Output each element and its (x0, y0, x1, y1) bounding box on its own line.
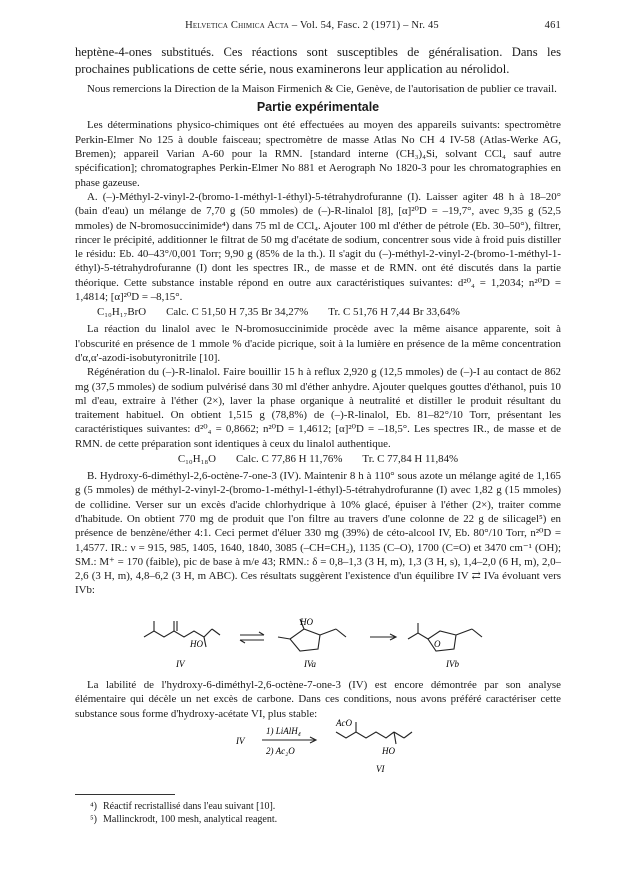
footnote (75, 813, 561, 826)
volume-info: – Vol. 54, Fasc. 2 (1971) – Nr. 45 (289, 20, 439, 31)
ho-label-iva: HO (300, 617, 313, 627)
calc-1: Calc. C 51,50 H 7,35 Br 34,27% (166, 306, 309, 319)
aco-label: AcO (336, 718, 352, 728)
step-2-label: 2) Ac₂O (266, 746, 295, 756)
found-2: Tr. C 77,84 H 11,84% (362, 453, 459, 466)
ho-label-vi: HO (382, 746, 395, 756)
label-iv: IV (176, 659, 185, 669)
ho-label-iv: HO (190, 639, 203, 649)
lability-paragraph: La labilité de l'hydroxy-6-diméthyl-2,6-octène-7-one-3 (IV) est encore démontrée par son analyse élémentaire qui décèle un net excès de carbone. Dans ces conditions, nous avons préféré caractériser cette substance sous forme d'hydroxy-acétate VI, plus stable: (75, 679, 561, 720)
regeneration-paragraph: Régénération du (–)-R-linalol. Faire bouillir 15 h à reflux 2,920 g (12,5 mmoles) de (–)-I au contact de 862 mg (37,5 mmoles) de sodium pulvérisé dans 30 ml d'éther anhydre. Ajouter quelques gouttes d'éthanol, puis 10 ml d'eau, extraire à l'éther (2×), laver la phase organique à neutralité et distiller le produit résultant du traitement habituel. On obtient 1,515 g (78,8%) de (–)-R-linalol, Eb. 81–82°/10 Torr, présentant les caractéristiques suivantes: d²⁰₄ = 0,8662; n²⁰D = 1,4612; [α]²⁰D = –18,5°. Les spectres IR., de masse et de RMN. de cette préparation sont identiques à ceux du linalol authentique. (75, 366, 561, 450)
label-ivb: IVb (446, 659, 459, 669)
procedure-a-paragraph: A. (–)-Méthyl-2-vinyl-2-(bromo-1-méthyl-1-éthyl)-5-tétrahydrofuranne (I). Laisser agiter 48 h à 18–20° (bain d'eau) un mélange de 7,70 g (50 mmoles) de (–)-R-linalol [8], [α]²⁰D = –19,7°, avec 9,35 g (52,5 mmoles) de N-bromosuccinimide⁴) dans 75 ml de CCl₄. Ajouter 100 ml d'éther de pétrole (Eb. 30–50°), filtrer, rincer le précipité, additionner le filtrat de 50 mg d'acétate de sodium, concentrer sous vide à froid puis distiller le résidu: Eb. 40–43°/0,001 Torr; 9,90 g (85% de la th.). Il s'agit du (–)-méthyl-2-vinyl-2-(bromo-1-méthyl-1-éthyl)-5-tétrahydrofuranne (I) dont les spectres IR., de masse et de RMN. ont été discutés dans la partie théorique. Cette substance instable répond en outre aux caractéristiques suivantes: d²⁰₄ = 1,2034; n²⁰D = 1,4814; [α]²⁰D = –8,15°. (75, 190, 561, 304)
linalol-reaction-paragraph: La réaction du linalol avec le N-bromosuccinimide procède avec la même aisance apparente, soit à l'obscurité en présence de 1 mmole % d'acide picrique, soit à la lumière en présence de la même concentration d'α,α'-azodi-isobutyronitrile [10]. (75, 323, 561, 364)
step-1-label: 1) LiAlH₄ (266, 726, 301, 736)
footnote-text: Mallinckrodt, 100 mesh, analytical reagent. (103, 814, 278, 825)
article-body (75, 44, 561, 598)
scheme2-product: VI (376, 764, 385, 774)
formula-1: C₁₀H₁₇BrO (97, 306, 147, 319)
general-methods-paragraph: Les déterminations physico-chimiques ont été effectuées au moyen des appareils suivants: spectromètre Perkin-Elmer No 125 à double faisceau; spectromètre de masse Atlas No CH 4 IV-58 (Atlas-Werke AG, Bremen); appareil Varian A-60 pour la RMN. [standard interne (CH₃)₄Si, solvant CCl₄ sauf autre spécification]; chromatographes Perkin-Elmer No 881 et Aerograph No 1820-3 pour les chromatographies en phase gazeuse. (75, 119, 561, 189)
running-header (0, 20, 624, 36)
o-label-ivb: O (434, 639, 441, 649)
footnote-mark: ⁵) (90, 814, 97, 825)
elemental-analysis-2 (75, 452, 561, 467)
footnote-text: Réactif recristallisé dans l'eau suivant [10]. (103, 801, 276, 812)
lability-block (75, 678, 561, 721)
found-1: Tr. C 51,76 H 7,44 Br 33,64% (328, 306, 460, 319)
formula-2: C₁₀H₁₈O (177, 453, 217, 466)
journal-name: Helvetica Chimica Acta (185, 20, 290, 31)
calc-2: Calc. C 77,86 H 11,76% (236, 453, 343, 466)
section-title: Partie expérimentale (256, 100, 380, 115)
footnote-rule (75, 794, 175, 795)
footnotes (75, 800, 561, 826)
acknowledgement-paragraph: Nous remercions la Direction de la Maison Firmenich & Cie, Genève, de l'autorisation de publier ce travail. (87, 83, 557, 96)
footnote-mark: ⁴) (90, 801, 97, 812)
procedure-b-paragraph: B. Hydroxy-6-diméthyl-2,6-octène-7-one-3 (IV). Maintenir 8 h à 110° sous azote un mélange agité de 1,165 g (5 mmoles) de méthyl-2-vinyl-2-(bromo-1-méthyl-1-éthyl)-5-tétrahydrofuranne (I) avec 1,82 g (15 mmoles) de collidine. Verser sur un excès d'acide chlorhydrique à 10% glacé, épuiser à l'éther (2×), traiter comme d'habitude. On obtient 770 mg de produit que l'on filtre au travers d'une colonne de 22 g de silicagel⁵) en présence de benzène/éther 4:1. Ceci permet d'éluer 330 mg (39%) de céto-alcool IV, Eb. 80°/10 Torr, n²⁰D = 1,4577. IR.: ν = 915, 985, 1405, 1640, 1840, 3085 (–CH=CH₂), 1135 (C–O), 1700 (C=O) et 3470 cm⁻¹ (OH); SM.: M⁺ = 170 (faible), pic de base à m/e 43; RMN.: δ = 0,8–1,3 (3 H, m), 1,3 (3 H, s), 1,4–2,0 (6 H, m), 2,0–2,6 (3 H, m), 4,8–6,2 (3 H, m ABC). Ces résultats suggèrent l'existence d'un équilibre IV ⇄ IVa évoluant vers IVb: (75, 470, 561, 597)
label-iva: IVa (304, 659, 316, 669)
intro-paragraph: heptène-4-ones substitués. Ces réactions sont susceptibles de généralisation. Dans les prochaines publications de cette série, nous examinerons leur application au nérolidol. (75, 45, 561, 76)
elemental-analysis-1 (97, 305, 561, 320)
equilibrium-scheme (140, 615, 500, 673)
acetate-scheme (236, 718, 436, 778)
footnote (75, 800, 561, 813)
scheme2-reactant: IV (236, 736, 245, 746)
page-number: 461 (544, 20, 561, 31)
